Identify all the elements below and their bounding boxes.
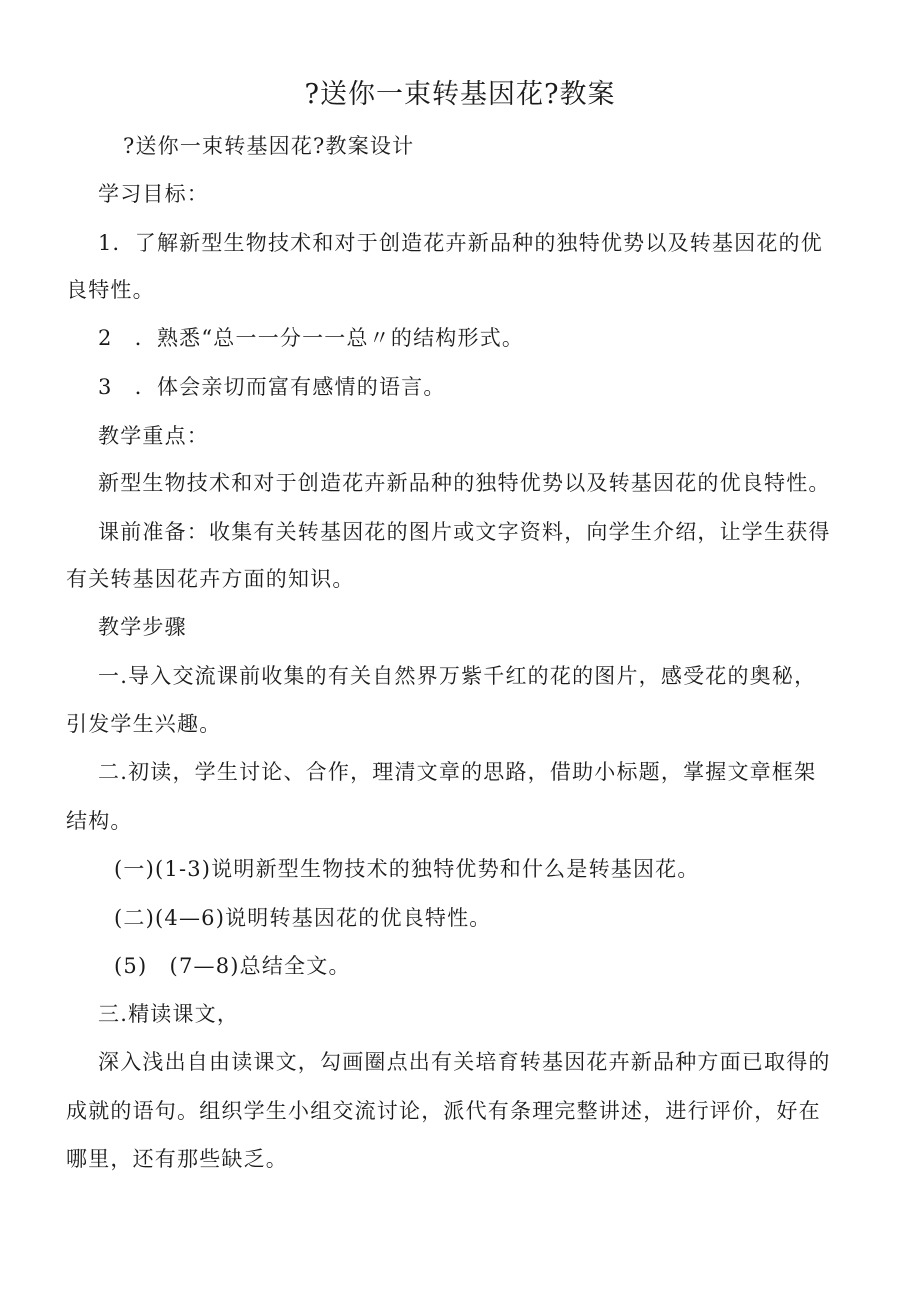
step-2-line-1: 二.初读，学生讨论、合作，理清文章的思路，借助小标题，掌握文章框架 bbox=[98, 760, 817, 784]
document-subtitle: ?送你一束转基因花?教案设计 bbox=[123, 134, 415, 158]
step-1-line-1: 一.导入交流课前收集的有关自然界万紫千红的花的图片，感受花的奥秘， bbox=[98, 664, 817, 688]
document-title: ?送你一束转基因花?教案 bbox=[304, 79, 616, 110]
goal-3: 3 ．体会亲切而富有感情的语言。 bbox=[98, 375, 446, 399]
sub-item-3: (5) (7—8)总结全文。 bbox=[114, 954, 351, 978]
focus-text: 新型生物技术和对于创造花卉新品种的独特优势以及转基因花的优良特性。 bbox=[98, 471, 831, 495]
sub-item-2: (二)(4—6)说明转基因花的优良特性。 bbox=[114, 906, 492, 930]
prep-line-1: 课前准备：收集有关转基因花的图片或文字资料，向学生介绍，让学生获得 bbox=[98, 520, 831, 544]
goal-2: 2 ．熟悉“总一一分一一总〃的结构形式。 bbox=[98, 326, 525, 350]
steps-heading: 教学步骤 bbox=[98, 615, 187, 639]
step-2-line-2: 结构。 bbox=[66, 809, 133, 833]
step-3-line-3: 哪里，还有那些缺乏。 bbox=[66, 1147, 288, 1171]
step-3-heading: 三.精读课文， bbox=[98, 1002, 240, 1026]
step-3-line-1: 深入浅出自由读课文，勾画圈点出有关培育转基因花卉新品种方面已取得的 bbox=[98, 1050, 831, 1074]
goal-1-line-2: 良特性。 bbox=[66, 278, 155, 302]
sub-item-1: (一)(1-3)说明新型生物技术的独特优势和什么是转基因花。 bbox=[114, 857, 700, 881]
goals-heading: 学习目标： bbox=[98, 182, 209, 206]
goal-1-line-1: 1．了解新型生物技术和对于创造花卉新品种的独特优势以及转基因花的优 bbox=[98, 231, 823, 255]
step-1-line-2: 引发学生兴趣。 bbox=[66, 712, 222, 736]
step-3-line-2: 成就的语句。组织学生小组交流讨论，派代有条理完整讲述，进行评价，好在 bbox=[66, 1099, 821, 1123]
prep-line-2: 有关转基因花卉方面的知识。 bbox=[66, 567, 355, 591]
focus-heading: 教学重点： bbox=[98, 424, 209, 448]
